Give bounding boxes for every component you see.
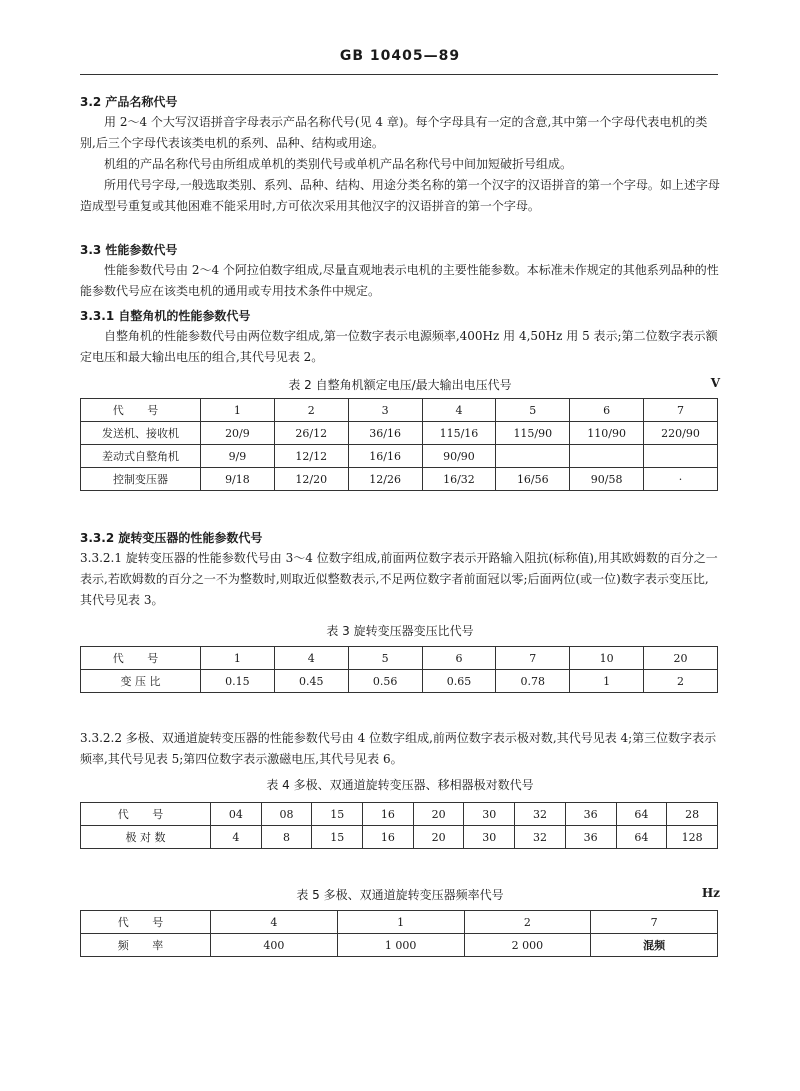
table-header-cell: 4 — [274, 647, 348, 670]
table-row — [81, 422, 718, 445]
table-row — [81, 399, 718, 422]
table-cell: 0.78 — [496, 670, 570, 693]
section-3-3-2-2 — [80, 728, 720, 770]
table-header-cell: 08 — [261, 803, 312, 826]
section-3-3-2-1-para: 3.3.2.1 旋转变压器的性能参数代号由 3～4 位数字组成,前面两位数字表示开路输入阻抗(标称值),用其欧姆数的百分之一表示,若欧姆数的百分之一不为整数时,则取近似整数表示,不足两位数字者前面冠以零;后面两位(或一位)数字表示变压比,其代号见表 3。 — [80, 551, 718, 607]
table-header-cell: 代 号 — [81, 399, 201, 422]
section-3-3-heading: 3.3 性能参数代号 — [80, 243, 178, 257]
table-header-cell: 2 — [464, 911, 591, 934]
table-cell — [570, 445, 644, 468]
table-cell: 128 — [667, 826, 718, 849]
table-cell: 8 — [261, 826, 312, 849]
table-3 — [80, 646, 718, 693]
table-row — [81, 670, 718, 693]
section-3-2-para-2: 机组的产品名称代号由所组成单机的类别代号或单机产品名称代号中间加短破折号组成。 — [104, 157, 573, 171]
table-4-caption-row — [80, 776, 720, 793]
table-header-cell: 20 — [644, 647, 718, 670]
table-header-cell: 04 — [211, 803, 262, 826]
table-cell: 36/16 — [348, 422, 422, 445]
table-header-cell: 36 — [565, 803, 616, 826]
table-header-cell: 1 — [201, 647, 275, 670]
table-2-caption: 表 2 自整角机额定电压/最大输出电压代号 — [288, 378, 512, 392]
table-header-cell: 7 — [591, 911, 718, 934]
table-header-cell: 10 — [570, 647, 644, 670]
table-cell: · — [644, 468, 718, 491]
table-header-cell: 2 — [274, 399, 348, 422]
section-3-2-heading: 3.2 产品名称代号 — [80, 95, 178, 109]
table-cell: 1 — [570, 670, 644, 693]
table-cell — [644, 445, 718, 468]
table-5-caption: 表 5 多极、双通道旋转变压器频率代号 — [296, 888, 504, 902]
table-cell: 26/12 — [274, 422, 348, 445]
section-3-3-1-heading: 3.3.1 自整角机的性能参数代号 — [80, 309, 251, 323]
section-3-3-2-2-para: 3.3.2.2 多极、双通道旋转变压器的性能参数代号由 4 位数字组成,前两位数字表示极对数,其代号见表 4;第三位数字表示频率,其代号见表 5;第四位数字表示激磁电压,其代号见表 6。 — [80, 731, 717, 766]
table-cell: 400 — [211, 934, 338, 957]
table-header-cell: 7 — [644, 399, 718, 422]
table-5-unit: Hz — [701, 886, 720, 900]
table-header-cell: 6 — [570, 399, 644, 422]
table-cell: 混频 — [591, 934, 718, 957]
table-2-unit: V — [710, 376, 720, 390]
table-header-cell: 5 — [496, 399, 570, 422]
table-cell: 0.56 — [348, 670, 422, 693]
section-3-3-2 — [80, 528, 720, 611]
table-cell: 频 率 — [81, 934, 211, 957]
table-3-caption-row — [80, 622, 720, 639]
table-cell: 16/32 — [422, 468, 496, 491]
table-cell: 20 — [413, 826, 464, 849]
table-2-caption-row — [80, 376, 720, 393]
table-cell: 115/16 — [422, 422, 496, 445]
table-cell: 控制变压器 — [81, 468, 201, 491]
table-header-cell: 7 — [496, 647, 570, 670]
table-cell: 0.15 — [201, 670, 275, 693]
table-header-cell: 代 号 — [81, 647, 201, 670]
table-row — [81, 826, 718, 849]
table-cell: 变 压 比 — [81, 670, 201, 693]
table-4 — [80, 802, 718, 849]
table-cell: 差动式自整角机 — [81, 445, 201, 468]
table-cell: 发送机、接收机 — [81, 422, 201, 445]
table-header-cell: 28 — [667, 803, 718, 826]
table-5-caption-row — [80, 886, 720, 903]
table-header-cell: 1 — [201, 399, 275, 422]
table-cell: 16 — [363, 826, 414, 849]
table-cell: 15 — [312, 826, 363, 849]
table-cell: 16/56 — [496, 468, 570, 491]
table-header-cell: 3 — [348, 399, 422, 422]
table-row — [81, 445, 718, 468]
table-header-cell: 64 — [616, 803, 667, 826]
section-3-3-2-heading: 3.3.2 旋转变压器的性能参数代号 — [80, 531, 263, 545]
table-row — [81, 647, 718, 670]
table-2 — [80, 398, 718, 491]
table-cell: 4 — [211, 826, 262, 849]
table-cell: 2 — [644, 670, 718, 693]
header-rule — [80, 74, 718, 75]
table-cell: 30 — [464, 826, 515, 849]
table-cell: 12/20 — [274, 468, 348, 491]
table-4-caption: 表 4 多极、双通道旋转变压器、移相器极对数代号 — [266, 778, 534, 792]
table-header-cell: 32 — [515, 803, 566, 826]
table-cell: 16/16 — [348, 445, 422, 468]
table-cell: 220/90 — [644, 422, 718, 445]
table-cell: 115/90 — [496, 422, 570, 445]
section-3-3-1-para: 自整角机的性能参数代号由两位数字组成,第一位数字表示电源频率,400Hz 用 4,50Hz 用 5 表示;第二位数字表示额定电压和最大输出电压的组合,其代号见表 2。 — [80, 329, 718, 364]
table-cell: 9/18 — [201, 468, 275, 491]
table-header-cell: 6 — [422, 647, 496, 670]
table-header-cell: 代 号 — [81, 803, 211, 826]
table-cell: 0.65 — [422, 670, 496, 693]
table-row — [81, 803, 718, 826]
section-3-2-para-3: 所用代号字母,一般选取类别、系列、品种、结构、用途分类名称的第一个汉字的汉语拼音的第一个字母。如上述字母造成型号重复或其他困难不能采用时,方可依次采用其他汉字的汉语拼音的第一个字母。 — [80, 178, 720, 213]
table-cell: 64 — [616, 826, 667, 849]
table-header-cell: 15 — [312, 803, 363, 826]
section-3-2 — [80, 92, 720, 217]
table-header-cell: 4 — [422, 399, 496, 422]
table-row — [81, 911, 718, 934]
table-cell — [496, 445, 570, 468]
table-cell: 90/90 — [422, 445, 496, 468]
table-cell: 0.45 — [274, 670, 348, 693]
section-3-3-para: 性能参数代号由 2～4 个阿拉伯数字组成,尽量直观地表示电机的主要性能参数。本标准未作规定的其他系列品种的性能参数代号应在该类电机的通用或专用技术条件中规定。 — [80, 263, 719, 298]
table-cell: 36 — [565, 826, 616, 849]
table-header-cell: 1 — [337, 911, 464, 934]
table-header-cell: 30 — [464, 803, 515, 826]
table-3-caption: 表 3 旋转变压器变压比代号 — [326, 624, 474, 638]
table-cell: 20/9 — [201, 422, 275, 445]
standard-number: GB 10405—89 — [339, 48, 461, 64]
table-row — [81, 934, 718, 957]
section-3-3-1 — [80, 306, 720, 368]
table-cell: 12/26 — [348, 468, 422, 491]
table-cell: 2 000 — [464, 934, 591, 957]
table-cell: 12/12 — [274, 445, 348, 468]
table-cell: 90/58 — [570, 468, 644, 491]
table-5 — [80, 910, 718, 957]
table-header-cell: 16 — [363, 803, 414, 826]
table-header-cell: 5 — [348, 647, 422, 670]
table-header-cell: 20 — [413, 803, 464, 826]
table-cell: 32 — [515, 826, 566, 849]
table-cell: 1 000 — [337, 934, 464, 957]
table-cell: 9/9 — [201, 445, 275, 468]
table-cell: 极 对 数 — [81, 826, 211, 849]
table-header-cell: 代 号 — [81, 911, 211, 934]
table-cell: 110/90 — [570, 422, 644, 445]
table-header-cell: 4 — [211, 911, 338, 934]
section-3-2-para-1: 用 2～4 个大写汉语拼音字母表示产品名称代号(见 4 章)。每个字母具有一定的含意,其中第一个字母代表电机的类别,后三个字母代表该类电机的系列、品种、结构或用途。 — [80, 115, 708, 150]
section-3-3 — [80, 240, 720, 302]
table-row — [81, 468, 718, 491]
